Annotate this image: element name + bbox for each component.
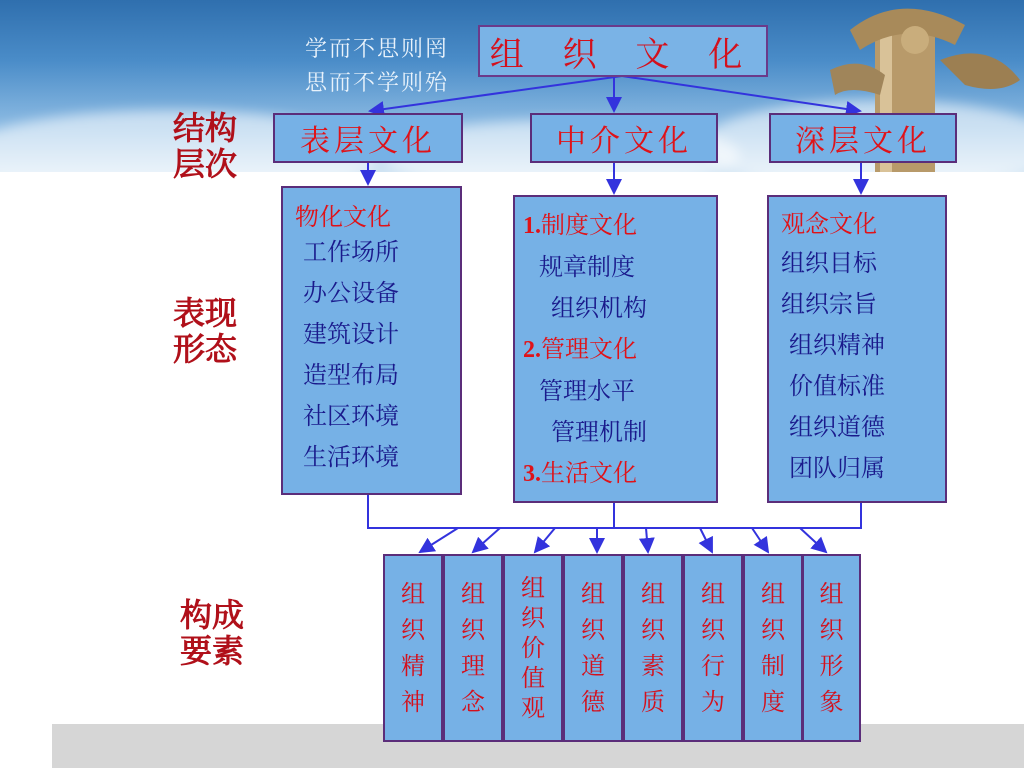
element-label: 组 织 道 德 — [581, 580, 605, 716]
surface-culture-box — [273, 113, 463, 163]
deep-item: 团队归属 — [789, 454, 885, 482]
deep-item-list — [781, 243, 945, 489]
middle-line-text: 组织机构 — [551, 294, 647, 322]
element-label: 组 织 精 神 — [401, 580, 425, 716]
deep-item: 组织精神 — [789, 331, 885, 359]
element-box — [623, 554, 683, 742]
middle-line — [523, 329, 716, 371]
side-label-elements — [180, 597, 244, 669]
org-culture-title — [478, 25, 768, 77]
surface-item: 工作场所 — [303, 238, 399, 266]
deep-item: 组织道德 — [789, 413, 885, 441]
middle-line — [523, 453, 716, 495]
element-label: 组 织 形 象 — [819, 580, 844, 716]
middle-line — [523, 205, 716, 247]
element-label: 组 织 理 念 — [461, 580, 485, 716]
surface-item-list — [295, 232, 460, 478]
deep-culture-label: 深层文化 — [795, 124, 931, 159]
surface-detail-box — [281, 186, 462, 495]
middle-line-text: 管理文化 — [541, 335, 637, 363]
element-box — [743, 554, 803, 742]
surface-culture-label: 表层文化 — [300, 124, 436, 159]
middle-line — [523, 288, 716, 329]
side-label-elements-line2: 要素 — [180, 632, 245, 670]
middle-line — [523, 412, 716, 453]
deep-detail-box — [767, 195, 947, 503]
element-box — [383, 554, 443, 742]
middle-line-number: 1. — [523, 213, 541, 239]
element-box — [503, 554, 563, 742]
org-culture-title-text: 组 织 文 化 — [489, 34, 757, 75]
element-box — [443, 554, 503, 742]
middle-detail-box — [513, 195, 718, 503]
surface-item: 办公设备 — [303, 279, 399, 307]
element-box — [683, 554, 743, 742]
middle-line-text: 生活文化 — [541, 459, 637, 487]
middle-line-list — [523, 205, 716, 495]
deep-item: 价值标准 — [789, 372, 885, 400]
side-label-form — [173, 295, 237, 367]
middle-culture-label: 中介文化 — [556, 124, 692, 159]
surface-item: 社区环境 — [303, 402, 399, 430]
middle-line-number: 3. — [523, 461, 541, 487]
side-label-form-line2: 形态 — [173, 330, 238, 368]
middle-line — [523, 371, 716, 412]
surface-heading: 物化文化 — [295, 203, 391, 231]
element-label: 组 织 价 值 观 — [521, 574, 545, 722]
element-label: 组 织 素 质 — [641, 580, 665, 716]
surface-item: 造型布局 — [303, 361, 399, 389]
deep-item: 组织目标 — [781, 249, 877, 277]
side-label-elements-line1: 构成 — [180, 596, 245, 634]
element-label: 组 织 制 度 — [761, 580, 785, 716]
side-label-structure-line1: 结构 — [173, 109, 238, 147]
middle-line-number: 2. — [523, 337, 541, 363]
element-label: 组 织 行 为 — [701, 580, 725, 716]
side-label-structure — [173, 110, 237, 182]
deep-heading: 观念文化 — [781, 210, 877, 238]
middle-line-text: 制度文化 — [541, 211, 637, 239]
surface-item: 生活环境 — [303, 443, 399, 471]
middle-line-text: 管理水平 — [539, 377, 635, 405]
banner-text-2: 思而不学则殆 — [305, 71, 450, 96]
surface-item: 建筑设计 — [303, 320, 399, 348]
deep-item: 组织宗旨 — [781, 290, 877, 318]
deep-culture-box — [769, 113, 957, 163]
middle-line-text: 管理机制 — [551, 418, 647, 446]
element-box — [563, 554, 623, 742]
banner-text-1: 学而不思则罔 — [305, 37, 450, 62]
middle-culture-box — [530, 113, 718, 163]
middle-line-text: 规章制度 — [539, 253, 635, 281]
side-label-structure-line2: 层次 — [173, 145, 238, 183]
element-box — [802, 554, 861, 742]
side-label-form-line1: 表现 — [173, 294, 238, 332]
middle-line — [523, 247, 716, 288]
